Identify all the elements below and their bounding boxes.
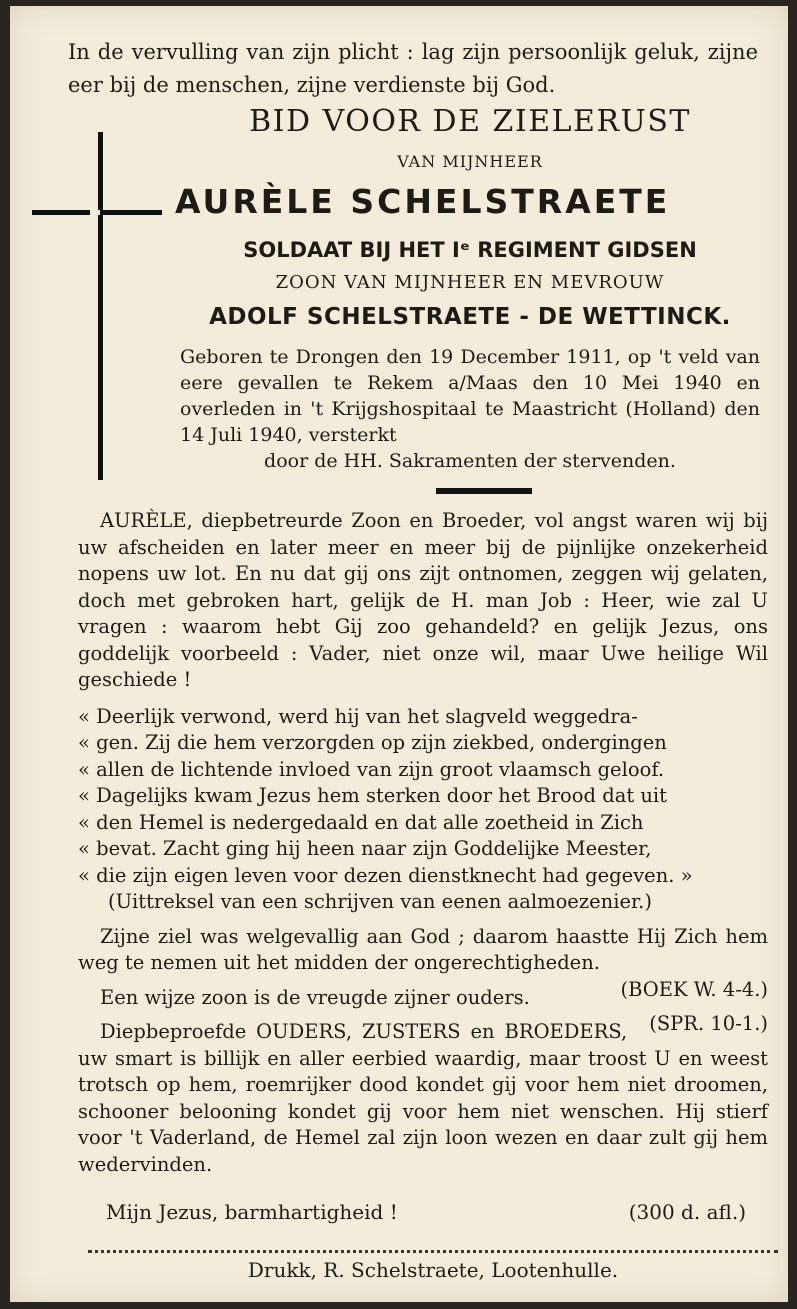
quote-line: « Dagelijks kwam Jezus hem sterken door het Brood dat uit bbox=[78, 784, 667, 807]
deceased-name: AURÈLE SCHELSTRAETE bbox=[175, 182, 671, 221]
main-text bbox=[78, 508, 768, 1178]
birth-death-paragraph: Geboren te Drongen den 19 December 1911, op 't veld van eere gevallen te Rekem a/Maas den 10 Mei 1940 en overleden in 't Krijgshospitaal te Maastricht (Holland) den 14 Juli 1940, versterkt bbox=[180, 346, 760, 446]
dotted-separator bbox=[88, 1250, 778, 1253]
quote-line: « den Hemel is nedergedaald en dat alle zoetheid in Zich bbox=[78, 810, 644, 834]
quote-line: « allen de lichtende invloed van zijn groot vlaamsch geloof. bbox=[78, 757, 665, 781]
proverb-reference: (SPR. 10-1.) bbox=[649, 1012, 768, 1035]
closing-prayer: Mijn Jezus, barmhartigheid ! bbox=[106, 1200, 398, 1224]
memorial-card bbox=[10, 6, 788, 1302]
military-rank-line: SOLDAAT BIJ HET Iᵉ REGIMENT GIDSEN bbox=[243, 238, 697, 262]
closing-line bbox=[106, 1200, 746, 1224]
cross-horizontal-bar bbox=[32, 210, 162, 215]
chaplain-quote bbox=[78, 704, 768, 916]
scripture-reference: (BOEK W. 4-4.) bbox=[620, 977, 768, 1001]
quote-line: « bevat. Zacht ging hij heen naar zijn Goddelijke Meester, bbox=[78, 837, 652, 860]
section-divider bbox=[436, 488, 532, 494]
prayer-heading: BID VOOR DE ZIELERUST bbox=[249, 104, 691, 139]
indulgence-note: (300 d. afl.) bbox=[628, 1200, 746, 1224]
motto-text: In de vervulling van zijn plicht : lag zijn persoonlijk geluk, zijne eer bij de menschen, zijne verdienste bij God. bbox=[68, 40, 758, 97]
birth-death-text bbox=[180, 344, 760, 474]
paragraph-lament: AURÈLE, diepbetreurde Zoon en Broeder, vol angst waren wij bij uw afscheiden en later meer en meer bij de pijnlijke onzekerheid nopens uw lot. En nu dat gij ons zijt ontnomen, zeggen wij gelaten, doch met gebroken hart, gelijk de H. man Job : Heer, wie zal U vragen : waarom hebt Gij zoo gehandeld? en gelijk Jezus, ons goddelijk voorbeeld : Vader, niet onze wil, maar Uwe heilige Wil geschiede ! bbox=[78, 509, 768, 691]
proverb-text: Een wijze zoon is de vreugde zijner ouders. bbox=[100, 985, 530, 1009]
cross-vertical-bar bbox=[98, 132, 103, 480]
van-mijnheer-line: VAN MIJNHEER bbox=[397, 152, 543, 171]
paragraph-family: Diepbeproefde OUDERS, ZUSTERS en BROEDERS, uw smart is billijk en aller eerbied waardig, maar troost U en weest trotsch op hem, roemrijker dood kondet gij voor hem niet droomen, schooner belooning kondet gij voor hem niet wenschen. Hij stierf voor 't Vaderland, de Hemel zal zijn loon wezen en daar zult gij hem wedervinden. bbox=[78, 1020, 768, 1176]
birth-death-last-line: door de HH. Sakramenten der stervenden. bbox=[264, 450, 676, 472]
quote-line: « Deerlijk verwond, werd hij van het slagveld weggedra- bbox=[78, 704, 638, 728]
quote-line: « gen. Zij die hem verzorgden op zijn ziekbed, ondergingen bbox=[78, 731, 667, 754]
printer-credit: Drukk, R. Schelstraete, Lootenhulle. bbox=[247, 1258, 619, 1282]
son-of-line: ZOON VAN MIJNHEER EN MEVROUW bbox=[275, 272, 665, 293]
scripture-text: Zijne ziel was welgevallig aan God ; daarom haastte Hij Zich hem weg te nemen uit het midden der ongerechtigheden. bbox=[78, 924, 768, 974]
parents-name: ADOLF SCHELSTRAETE - DE WETTINCK. bbox=[209, 304, 731, 330]
quote-line: « die zijn eigen leven voor dezen dienstknecht had gegeven. » bbox=[78, 863, 693, 887]
quote-source: (Uittreksel van een schrijven van eenen aalmoezenier.) bbox=[108, 890, 652, 913]
